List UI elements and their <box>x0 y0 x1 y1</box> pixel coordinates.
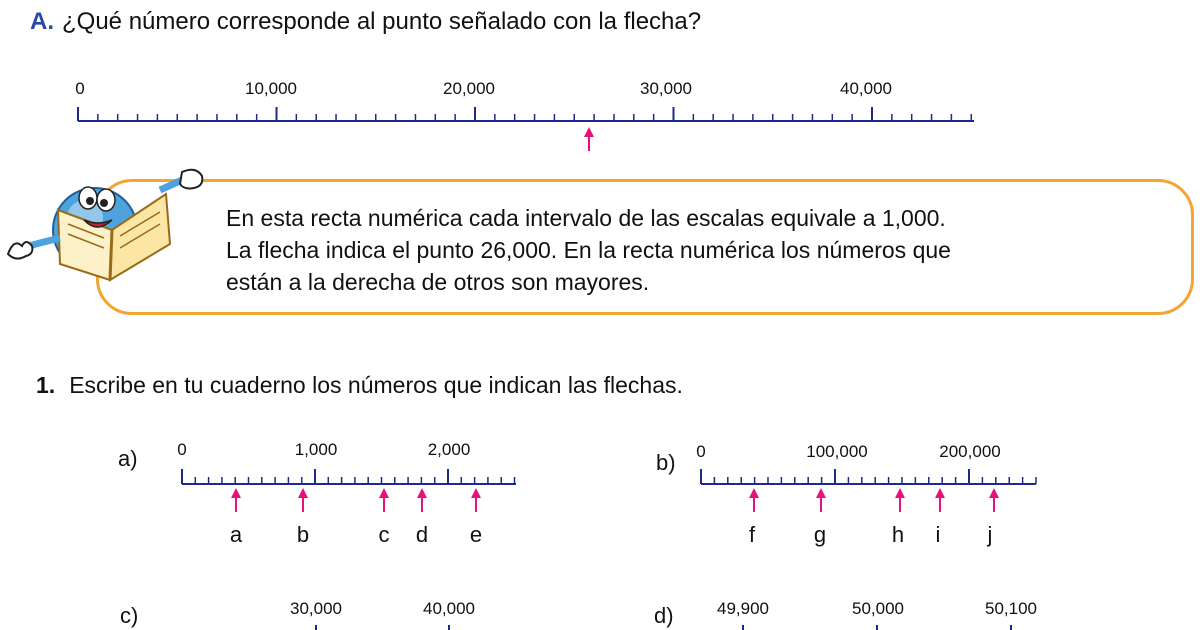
arrow-label: j <box>987 522 993 547</box>
tick-label: 0 <box>696 442 706 461</box>
arrow-label: i <box>935 522 941 547</box>
tick-label: 40,000 <box>840 79 892 98</box>
arrow-head <box>231 488 241 498</box>
tick-label: 1,000 <box>294 440 338 459</box>
exercise-number: 1. <box>36 372 56 398</box>
tick-label: 0 <box>177 440 187 459</box>
arrow-head <box>471 488 481 498</box>
tick-label: 2,000 <box>427 440 471 459</box>
arrow-head <box>749 488 759 498</box>
part-label-d: d) <box>654 603 674 628</box>
arrow-head <box>298 488 308 498</box>
arrow-head <box>417 488 427 498</box>
arrow-label: b <box>296 522 310 547</box>
tick-label: 30,000 <box>640 79 692 98</box>
question-text: ¿Qué número corresponde al punto señalado con la flecha? <box>62 8 702 35</box>
tick-label: 30,000 <box>290 599 342 618</box>
arrow-head <box>935 488 945 498</box>
explanation-line: En esta recta numérica cada intervalo de las escalas equivale a 1,000. <box>226 205 946 231</box>
explanation-line: La flecha indica el punto 26,000. En la recta numérica los números que <box>226 237 951 263</box>
arrow-head <box>584 127 594 137</box>
tick-label: 10,000 <box>245 79 297 98</box>
tick-label: 100,000 <box>806 442 868 461</box>
arrow-label: c <box>378 522 390 547</box>
tick-label: 200,000 <box>939 442 1001 461</box>
arrow-label: a <box>229 522 243 547</box>
tick-label: 50,000 <box>852 599 904 618</box>
arrow-head <box>989 488 999 498</box>
question-letter: A. <box>30 8 54 35</box>
exercise-text: Escribe en tu cuaderno los números que indican las flechas. <box>69 372 683 398</box>
arrow-label: d <box>415 522 429 547</box>
tick-label: 40,000 <box>423 599 475 618</box>
explanation-line: están a la derecha de otros son mayores. <box>226 269 650 295</box>
part-label-b: b) <box>656 450 676 475</box>
tick-label: 20,000 <box>443 79 495 98</box>
part-label-c: c) <box>120 603 139 628</box>
arrow-head <box>895 488 905 498</box>
arrow-label: f <box>748 522 756 547</box>
part-label-a: a) <box>118 446 138 471</box>
arrow-label: h <box>891 522 905 547</box>
tick-label: 50,100 <box>985 599 1037 618</box>
arrow-head <box>379 488 389 498</box>
arrow-label: g <box>813 522 827 547</box>
arrow-label: e <box>469 522 483 547</box>
tick-label: 0 <box>75 79 85 98</box>
arrow-head <box>816 488 826 498</box>
tick-label: 49,900 <box>717 599 769 618</box>
